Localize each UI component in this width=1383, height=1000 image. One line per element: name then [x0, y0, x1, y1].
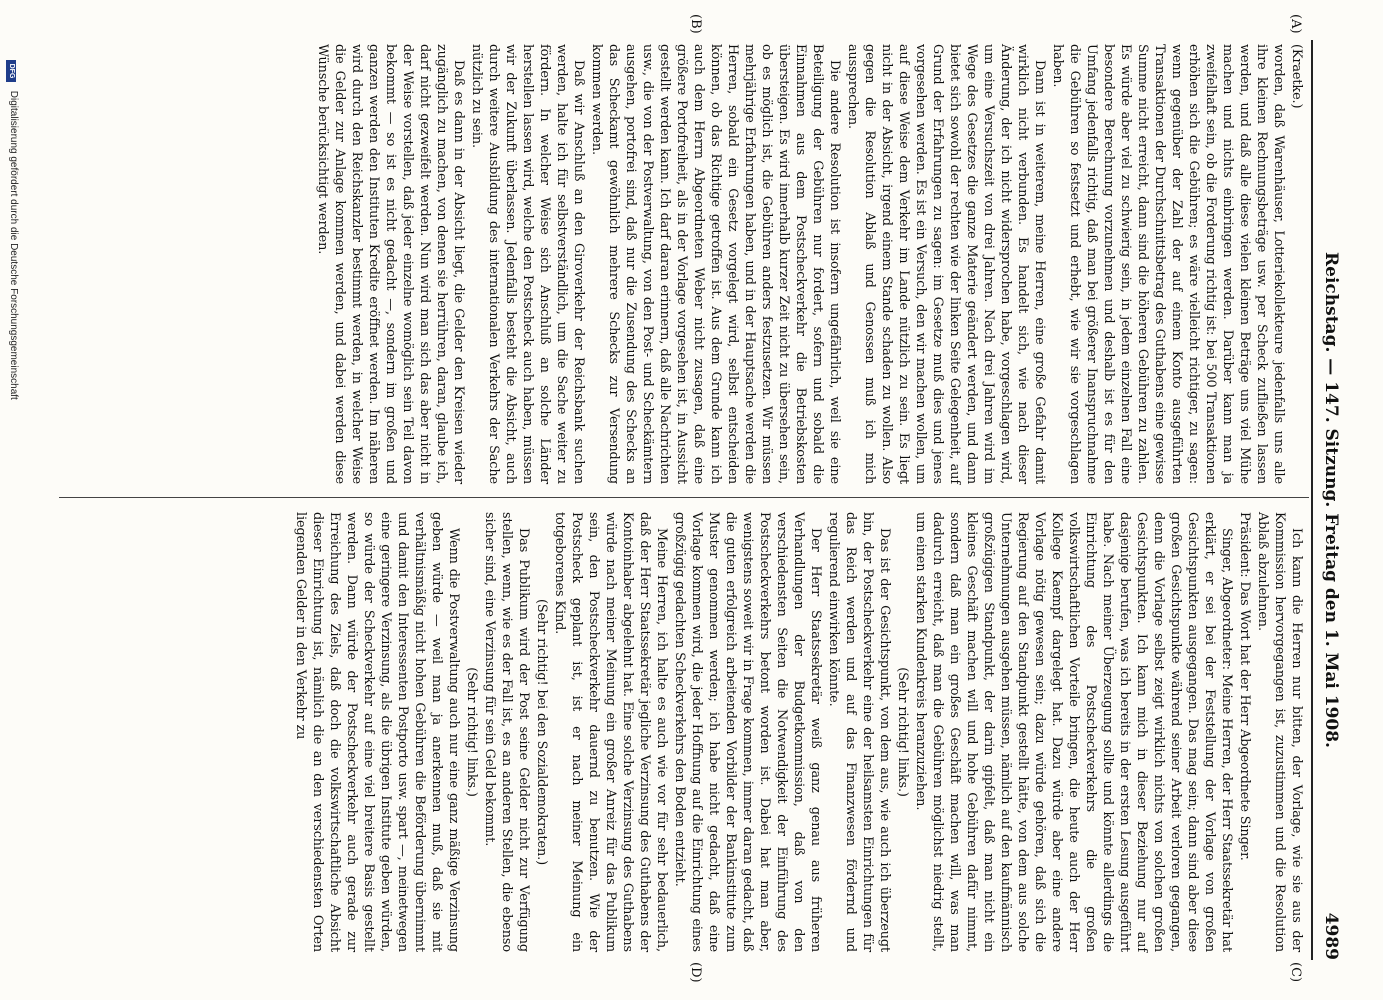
margin-label-b: (B) — [688, 14, 703, 34]
paragraph: Der Herr Staatssekretär weiß ganz genau aus früheren Verhandlungen der Budgetkommission, daß von den verschiedensten Seiten die Notwendigkeit der Einführung des Postscheckverkehrs betont worden ist. Dabei hat man aber, wenigstens soweit wir in Frage kommen, immer daran gedacht, daß die guten erfolgreich arbeitenden Vorbilder der Bankinstitute zum Muster genommen werden; ich habe nicht gedacht, daß eine Vorlage kommen wird, die jeder Hoffnung auf die Einrichtung eines großzügig gedachten Scheckverkehrs den Boden entzieht. — [672, 512, 823, 952]
page-header — [1313, 40, 1345, 960]
right-column — [291, 512, 1305, 952]
paragraph: Meine Herren, ich halte es auch wie vor für sehr bedauerlich, daß der Herr Staatssekretär jegliche Verzinsung des Guthabens der Kontoinhaber abgelehnt hat. Eine solche Verzinsung des Guthabens würde nach meiner Meinung ein großer Anreiz für das Publikum sein, den Postscheckverkehr dauernd zu benutzen. Wie der Postscheck geplant ist, ist er nach meiner Meinung ein totgeborenes Kind. — [552, 512, 669, 952]
paragraph: Daß es dann in der Absicht liegt, die Gelder den Kreisen wieder zugänglich zu machen, von denen sie herrühren, daran, glaube ich, darf nicht gezweifelt werden. Nun wird man sich das aber nicht in der Weise vorstellen, daß jeder einzelne womöglich sein Teil davon bekommt — so ist es nicht gedacht —, sondern im großen und ganzen werden den Instituten Kredite eröffnet werden. Im näheren wird durch den Reichskanzler bestimmt werden, in welcher Weise die Gelder zur Anlage kommen werden, und dabei werden diese Wünsche berücksichtigt werden. — [315, 44, 466, 484]
dfg-logo: DFG — [6, 60, 16, 82]
paragraph: Das Publikum wird der Post seine Gelder nicht zur Verfügung stellen, wenn, wie es der Fall ist, es an anderen Stellen, die ebenso sicher sind, eine Verzinsung für sein Geld bekommt. — [482, 512, 531, 952]
margin-label-d: (D) — [688, 962, 703, 983]
page-number: 4989 — [1321, 912, 1341, 960]
paragraph: Wenn die Postverwaltung auch nur eine ganz mäßige Verzinsung geben würde — weil man ja anerkennen muß, daß sie mit verhältnismäßig nicht hohen Gebühren die Beförderung übernimmt und damit den Interessenten Postporto usw. spart —, meinetwegen eine geringere Verzinsung, als die übrigen Institute geben würden, so würde der Scheckverkehr auf eine viel breitere Basis gestellt werden. Dann würde der Postscheckverkehr auch gerade zur Erreichung des Ziels, daß doch die volkswirtschaftliche Absicht dieser Einrichtung ist, nämlich die an den verschiedensten Orten liegenden Gelder in den Verkehr zu — [293, 512, 461, 952]
digitization-credit: Digitalisierung gefördert durch die Deutsche Forschungsgemeinschaft — [8, 90, 19, 400]
paragraph: (Kraetke.) — [1289, 44, 1304, 109]
header-rule — [1311, 40, 1313, 960]
left-column — [313, 44, 1305, 484]
paragraph: Dann ist in weiterem, meine Herren, eine große Gefahr damit wirklich nicht verbunden. Es handelt sich, wie nach dieser Änderung, der ich nicht widersprochen habe, vorgeschlagen wird, um eine Versuchszeit von drei Jahren. Nach drei Jahren wird im Wege des Gesetzes die ganze Materie geändert werden, und dann bietet sich sowohl der rechten wie der linken Seite Gelegenheit, auf Grund der Erfahrungen zu sagen: im Gesetze muß dies und jenes vorgesehen werden. Es ist ein Versuch, den wir machen wollen, um auf diese Weise dem Verkehr im Lande nützlich zu sein. Es liegt nicht in der Absicht, irgend einem Stande schaden zu wollen. Also gegen die Resolution Ablaß und Genossen muß ich mich aussprechen. — [845, 44, 1047, 484]
paragraph: Ich kann die Herren nur bitten, der Vorlage, wie sie aus der Kommission hervorgegangen ist, zuzustimmen und die Resolution Ablaß abzulehnen. — [1255, 512, 1304, 952]
paragraph: worden, daß Warenhäuser, Lotteriekollekteure jedenfalls uns alle ihre kleinen Rechnungsbeträge usw. per Scheck zufließen lassen werden, und daß alle diese vielen kleinen Beträge uns viel Mühe machen und nichts einbringen werden. Darüber kann man ja zweifelhaft sein, ob die Forderung richtig ist: bei 500 Transaktionen erhöhen sich die Gebühren; es wäre vielleicht richtiger, zu sagen: wenn gegenüber der Zahl der auf einem Konto ausgeführten Transaktionen der Durchschnittsbetrag des Guthabens eine gewisse Summe nicht erreicht, dann sind die höheren Gebühren zu zahlen. Es würde aber viel zu schwierig sein, in jedem einzelnen Fall eine besondere Berechnung vorzunehmen und deshalb ist es für den Umfang jedenfalls richtig, daß man bei größerer Inanspruchnahme die Gebühren so festsetzt und erhebt, wie wir sie vorgeschlagen haben. — [1050, 44, 1286, 484]
paragraph: Die andere Resolution ist insofern ungefährlich, weil sie eine Beteiligung der Gebühren nur fordert, sofern und sobald die Einnahmen aus dem Postscheckverkehr die Betriebskosten übersteigen. Es wird innerhalb kurzer Zeit nicht zu übersehen sein, ob es möglich ist, die Gebühren anders festzusetzen. Wir müssen mehrjährige Erfahrungen haben, und in der Hauptsache werden die Herren, sobald ein Gesetz vorgelegt wird, selbst entscheiden können, ob das Richtige getroffen ist. Aus dem Grunde kann ich auch dem Herrn Abgeordneten Weber nicht zusagen, daß eine größere Portofreiheit, als in der Vorlage vorgesehen ist, in Aussicht gestellt werden kann. Ich darf daran erinnern, daß alle Nachrichten usw., die von der Postverwaltung, von den Post- und Scheckämtern ausgehen, portofrei sind, daß nur die Zusendung des Schecks an das Scheckamt gewöhnlich mehrere Schecks zur Versendung kommen werden. — [589, 44, 842, 484]
paragraph: Singer, Abgeordneter: Meine Herren, der Herr Staatssekretär hat erklärt, er sei bei der Feststellung der Vorlage von großen Gesichtspunkten ausgegangen. Das mag sein; dann sind aber diese großen Gesichtspunkte während seiner Arbeit verloren gegangen, denn die Vorlage selbst zeigt wirklich nichts von solchen großen Gesichtspunkten. Ich kann mich in dieser Beziehung nur auf dasjenige berufen, was ich bereits in der ersten Lesung ausgeführt habe. Nach meiner Überzeugung sollte und könnte allerdings die Einrichtung des Postscheckverkehrs die großen volkswirtschaftlichen Vorteile bringen, die heute auch der Herr Kollege Kaempf dargelegt hat. Dazu würde aber eine andere Vorlage nötig gewesen sein; dazu würde gehören, daß sich die Regierung auf den Standpunkt gestellt hätte, von dem aus solche Unternehmungen ausgehen müssen, nämlich auf den kaufmännisch großzügigen Standpunkt, der darin gipfelt, daß man nicht ein kleines Geschäft machen will und hohe Gebühren dafür nimmt, sondern daß man ein großes Geschäft machen will, was man dadurch erreicht, daß man die Gebühren möglichst niedrig stellt, um einen starken Kundenkreis heranzuziehen. — [913, 512, 1234, 952]
running-head: Reichstag. — 147. Sitzung. Freitag den 1. Mai 1908. — [1321, 252, 1341, 748]
footer-credit — [6, 60, 19, 400]
margin-label-a: (A) — [1288, 14, 1303, 34]
paragraph: Präsident: Das Wort hat der Herr Abgeordnete Singer. — [1237, 512, 1252, 861]
column-divider — [59, 497, 1309, 498]
paragraph: Das ist der Gesichtspunkt, von dem aus, wie auch ich überzeugt bin, der Postscheckverkehr eine der heilsamsten Einrichtungen für das Reich werden und auf das Finanzwesen fördernd und regulierend einwirken könnte. — [826, 512, 892, 952]
paragraph: Daß wir Anschluß an den Giroverkehr der Reichsbank suchen werden, halte ich für selbstverständlich, um die Sache weiter zu fördern. In welcher Weise sich Anschluß an solche Länder herstellen lassen wird, welche den Postscheck auch haben, müssen wir der Zukunft überlassen. Jedenfalls besteht die Absicht, auch durch weitere Ausbildung des internationalen Verkehrs der Sache nützlich zu sein. — [469, 44, 586, 484]
paragraph: (Sehr richtig! bei den Sozialdemokraten.) — [534, 598, 549, 866]
paragraph: (Sehr richtig! links.) — [895, 667, 910, 797]
paragraph: (Sehr richtig! links.) — [464, 667, 479, 797]
margin-label-c: (C) — [1288, 962, 1303, 983]
